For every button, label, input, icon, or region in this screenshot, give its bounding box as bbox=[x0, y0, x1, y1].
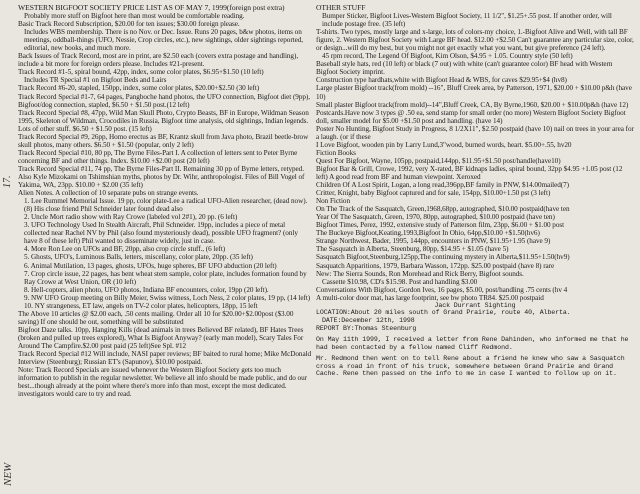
other-stuff-title: OTHER STUFF bbox=[316, 3, 366, 12]
list-item: Year Of The Sasquatch, Green, 1970, 80pp, autographed, $10.00 postpaid (have ten) bbox=[316, 213, 555, 222]
list-item: Construction type hardhats,white with Bigfoot Head & WBS, for caves $29.95+$4 (hv8) bbox=[316, 76, 567, 85]
alien-notes-item: 10. NY strangeness, ET law, angels on TV-2 color plates, helicopters, 18pp, 15 left bbox=[24, 301, 258, 310]
page-number: 17. bbox=[2, 175, 13, 188]
list-item: A multi-color door mat, has large footprint, see bw photo TR84. $25.00 postpaid bbox=[316, 293, 544, 302]
alien-notes-item: 8. Hell-copters, alien photo, UFO photos, Indiana BF encounters, color, 19pp (20 left). bbox=[24, 285, 269, 294]
list-item: Quest For Bigfoot, Wayne, 105pp, postpaid,144pp, $11.95+$1.50 post/handle(have10) bbox=[316, 156, 561, 165]
list-item: New: The Sierra Sounds, Ron Morehead and Rick Berry, Bigfoot sounds. bbox=[316, 269, 524, 278]
list-item: Note: Track Record Specials are issued whenever the Western Bigfoot Society gets too much information to publish in the regular newsletter. We believe all info should be made public, and do our best...though already at the point where there's more info than most, except the most dedicated. investigators would care to try and read. bbox=[18, 366, 307, 399]
list-item: Poster No Hunting, Bigfoot Study in Progress, 8 1/2X11", $2.50 postpaid (have 10) nail on trees in your area for a laugh. (or if these bbox=[316, 124, 634, 141]
list-item: Track Record Special #11, 74 pp, The Byrne Files-Part II. Remaining 30 pp of Byrne letters, retyped. Also Kyle Mizokami on Tshimshian myths, photos by Dr. Wihr, anthropologist. Files of Bill Vogel of Yakima, WA, 23pp. $10.00 + $2.00 (35 left) bbox=[18, 164, 305, 190]
list-item: Small plaster Bigfoot track(from mold)--14",Bluff Creek, CA, By Byrne,1960, $20.00 + $10.00p&h (have 12) bbox=[316, 100, 629, 109]
sighting-reporter: REPORT BY:Thomas Steenburg bbox=[316, 324, 417, 332]
list-item: Critter, Knight, baby Bigfoot captured and for sale, 154pp, $10.00+1.50 pst (3 left) bbox=[316, 189, 551, 198]
list-item: The Above 10 articles @ $2.00 each, .50 cents mailing. Order all 10 for $20.00+$2.00post ($3.00 saving) If one should be out, something will be substituted bbox=[18, 309, 294, 326]
sighting-heading: Jack Durrant Sighting bbox=[434, 301, 516, 309]
list-item: Track Record Special #1-7, 64 pages, Pangboche hand photos, the UFO connection, Bigfoot diet (9pp), Bigfoot/dog connection, stapled, $6.50 + $1.50 post.(12 left) bbox=[18, 92, 311, 109]
list-item: Children Of A Lost Spirit, Logan, a long read,396pp,BF family in PNW, $14.00mailed(7) bbox=[316, 181, 570, 190]
list-item: Track Record #6-20, stapled, 150pp, index, some color plates, $20.00+$2.50 (30 left) bbox=[18, 84, 260, 93]
list-item: Bigfoot Daze talks. 10pp, Hanging Kills (dead animals in trees Believed BF related), BF Hates Trees (broken and pulled up trees explored), What Is Bigfoot Anyway? (early man model), Scary Tales For Around The Campfire.$2.00 post paid (25 left)See Spl. #12 bbox=[18, 325, 304, 350]
alien-notes-item: 9. NW UFO Group meeting on Billy Meier, Swiss witness, Loch Ness, 2 color plates, 19 pp, (14 left) bbox=[24, 293, 311, 302]
section-label: Non Fiction bbox=[316, 197, 350, 206]
list-item: The Buckeye Bigfoot,Keating,1993,Bigfoot In Ohio, 64pp,$10.00 +$1.50(hv6) bbox=[316, 229, 540, 238]
list-item: Track Record Special #12 Will include, NASI paper reviews; BF baited to rural home; Mike McDonald Interview (Steenburg); Russian ET's (Sapunov), $10.00 postpaid. bbox=[18, 350, 312, 367]
price-list-column bbox=[18, 4, 312, 398]
list-item: T-shirts. Two types, mostly large and x-large, lots of colors-my choice, 1.-Bigfoot Alive and Well, with tall BF figure, 2. Western Bigfoot Society with Large BF head. $12.00 +$2.50 Can't guarantee any particular size, color, or design...will do my best, but you might not get exactly what you want, but give preference (24 left). bbox=[316, 28, 634, 53]
list-item: Probably more stuff on Bigfoot here than most would be comfortable reading. bbox=[24, 12, 245, 21]
list-item: Track Record Special #8, 47pp, Wild Man Skull Photo, Crypto Beasts, BF in Europe, Wildman Season 1995, Skeleton of Wildman, Crocodiles in Russia, Bigfoot time analysis, old sightings, Indian legends. Lots of other stuff. $6.50 + $1.50 post. (15 left) bbox=[18, 108, 309, 133]
sighting-paragraph: On May 11th 1999, I received a letter from Rene Dahinden, who informed me that he had been contacted by a fellow named Cliff Redmond. bbox=[316, 336, 629, 351]
list-item: Postcards.Have now 3 types @ .50 ea, send stamp for small order (no more) Western Bigfoot Society Bigfoot doll, smaller model for $5.00 +$1.50 post and handling. (have 14) bbox=[316, 108, 626, 125]
list-item: Includes WBS membership. There is no Nov. or Dec. Issue. Runs 20 pages, b&w photos, items on meetings, oddball-things (UFO, Nessie, Crop circles, etc.), new sightings, older sightings reported, editorial, new books, and much more. bbox=[24, 28, 304, 53]
list-item: Basic Track Record Subscription, $20.00 for ten issues; $30.00 foreign please. bbox=[18, 20, 240, 29]
sighting-date: DATE:December 12th, 1998 bbox=[322, 316, 415, 324]
alien-notes-item: 2. Uncle Mort radio show with Ray Crowe (labeled vol 2#1), 20 pp. (6 left) bbox=[24, 213, 238, 222]
list-item: Baseball style hats, red (10 left) or black (7 out) with white (can't guarantee color) BF head with Western Bigfoot Society imprint. bbox=[316, 60, 613, 77]
alien-notes-item: 5. Ghosts, UFO's, Luminous Balls, letters, miscellany, color plate, 20pp. (35 left) bbox=[24, 253, 253, 262]
list-item: Back Issues of Track Record, most are in print, are $2.50 each (covers extra postage and handling), include a bit more for foreign orders please. Includes #21-present. bbox=[18, 52, 299, 69]
alien-notes-item: 7. Crop circle issue, 22 pages, has bent wheat stem sample, color plate, includes formation found by Ray Crowe at West Union, OR (10 left) bbox=[24, 269, 307, 286]
list-item: Sasquatch Apparitions, 1979, Barbara Wasson, 172pp. $25.00 postpaid (have 8) rare bbox=[316, 261, 555, 270]
list-item: Strange Northwest, Bader, 1995, 144pp, encounters in PNW, $11.95+1.95 (have 9) bbox=[316, 237, 551, 246]
section-label: Fiction Books bbox=[316, 148, 356, 157]
alien-notes-item: 1. Lee Rummel Memorial Issue. 19 pp, color plate-Lee a radical UFO-Alien researcher, (dead now). (8) His close friend Phil Schneider later found dead also bbox=[24, 197, 308, 214]
handwritten-note: NEW bbox=[2, 462, 14, 486]
list-item: Large plaster Bigfoot track(from mold) --16", Bluff Creek area, by Patterson, 1971, $20.00 + $10.00 p&h (have 10) bbox=[316, 84, 632, 101]
list-item: On The Track of the Sasquatch, Green,1968,68pp, autographed, $10.00 postpaid(have ten bbox=[316, 205, 570, 214]
list-item: Track Record #1-5, spiral bound, 42pp, index, some color plates, $6.95+$1.50 (10 left) bbox=[18, 68, 264, 77]
list-item: Conversations With Bigfoot, Gordon Ives, 16 pages, $5.00, post/handling .75 cents (hv 4 bbox=[316, 285, 568, 294]
list-item: The Sasquatch in Alberta, Steenburg, 80pp, $14.95 + $1.05 (have 5) bbox=[316, 245, 509, 254]
sighting-location: LOCATION:About 20 miles south of Grand Prairie, route 40, Alberta. bbox=[316, 309, 571, 317]
alien-notes-item: 4. More Ron Lee on UFOs and BF, 20pp, also crop circle stuff., (6 left) bbox=[24, 245, 226, 254]
list-item: Sasquatch Bigfoot,Steenburg,125pp,The continuing mystery in Alberta,$11.95+1.50(hv9) bbox=[316, 253, 570, 262]
other-stuff-column bbox=[316, 4, 634, 378]
list-item: Alien Notes. A collection of 10 separate pubs on strange events. bbox=[18, 189, 199, 198]
list-item: I Love Bigfoot, wooden pin by Larry Lund,3"wood, burned words, heart. $5.00+.55, hv20 bbox=[316, 140, 572, 149]
list-item: Track Record Special #9, 26pp, Homo erectus as BF, Krantz skull from Java photo, Brazil beetle-brow skull photos, many others. $6.50 + $1.50 (popular, only 2 left) bbox=[18, 132, 309, 149]
list-item: Includes TR Special #1 on Bigfoot Beds and Lairs bbox=[24, 76, 167, 85]
list-item: Bigfoot Times, Perez, 1992, extensive study of Patterson film, 23pp, $6.00 + $1.00 post bbox=[316, 221, 565, 230]
list-item: Bumper Sticker, Bigfoot Lives-Western Bigfoot Society, 11 1/2", $1.25+.55 post. If another order, will include postage free. (35 left) bbox=[322, 12, 612, 29]
list-item: Bigfoot Bar & Grill, Crowe, 1992, very X-rated, BF kidnaps ladies, spiral bound, 32pp $4.95 +1.05 post (12 left) A good read from BF and human viewpoint. Xeroxed bbox=[316, 164, 623, 181]
list-item: Track Record Special #10, 80 pp, The Byrne Files-Part I. A collection of letters sent to Peter Byrne concerning BF and other things. Index. $10.00 +$2.00 post (20 left) bbox=[18, 148, 298, 165]
price-list-title: WESTERN BIGFOOT SOCIETY PRICE LIST AS OF MAY 7, 1999(foreign post extra) bbox=[18, 3, 285, 12]
list-item: 45 rpm record, The Legend Of Bigfoot, Kim Olson, $4.95 + 1.05. Country style (50 left) bbox=[322, 52, 573, 61]
alien-notes-item: 6. Animal Mutilation, 13 pages, ghosts, UFOs, huge spheres, BF UFO abduction (20 left) bbox=[24, 261, 277, 270]
list-item: Cassette $10.98, CD's $15.98. Post and handling $3.00 bbox=[322, 277, 478, 286]
alien-notes-item: 3. UFO Technology Used In Stealth Aircraft, Phil Schneider. 19pp, includes a piece of metal collected near Rachel NV by Phil (also found mysteriously dead), possible UFO fragment? (only have 8 of these left) Phil wanted to disseminate widely, just in case. bbox=[24, 221, 298, 246]
sighting-paragraph: Mr. Redmond then went on to tell Rene about a friend he knew who saw a Sasquatch cross a road in front of his truck, somewhere between Grand Prairie and Grand Cache. Rene then passed on the info to me in case I wanted to follow up on it. bbox=[316, 355, 625, 378]
